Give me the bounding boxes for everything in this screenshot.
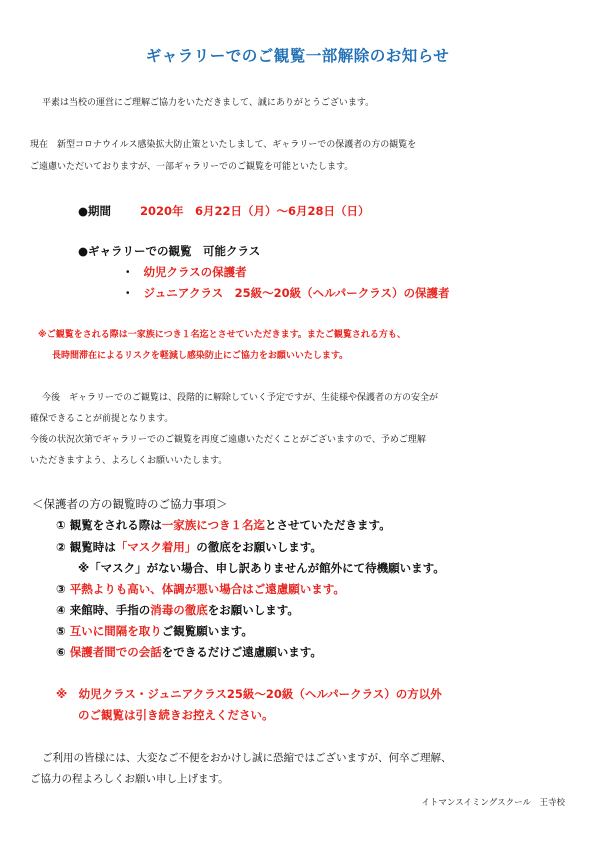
bullet: ・: [122, 286, 134, 300]
future-line-4: いただきますよう、よろしくお願いいたします。: [30, 456, 228, 466]
classes-item-text: 幼児クラスの保護者: [143, 265, 247, 279]
period-label: ●期間: [78, 204, 112, 218]
cooperation-item-2: [56, 539, 322, 555]
item-number: ⑤: [56, 624, 66, 638]
classes-label: ●ギャラリーでの観覧 可能クラス: [78, 244, 261, 258]
caution-line-1: ※ご観覧をされる際は一家族につき１名迄とさせていただきます。またご観覧される方も、: [38, 330, 406, 340]
item-number: ④: [56, 603, 66, 617]
caution-line-2: 長時間滞在によるリスクを軽減し感染防止にご協力をお願いいたします。: [52, 351, 349, 361]
bullet: ・: [122, 265, 134, 279]
greeting-text: 平素は当校の運営にご理解ご協力をいただきまして、誠にありがとうございます。: [42, 98, 375, 108]
item-text: ご観覧願います。: [161, 624, 253, 638]
cooperation-heading: ＜保護者の方の観覧時のご協力事項＞: [32, 497, 228, 511]
cooperation-item-3: [56, 581, 345, 597]
closing-line-2: ご協力の程よろしくお願い申し上げます。: [30, 773, 229, 785]
page-title: ギャラリーでのご観覧一部解除のお知らせ: [145, 47, 450, 65]
exclusion-line-1: ※ 幼児クラス・ジュニアクラス25級～20級（ヘルパークラス）の方以外: [56, 687, 442, 701]
notice-line-2: ご遠慮いただいておりますが、一部ギャラリーでのご観覧を可能といたします。: [30, 162, 354, 172]
item-text: をできるだけご遠慮願います。: [161, 645, 322, 659]
future-line-1: 今後 ギャラリーでのご観覧は、段階的に解除していく予定ですが、生徒様や保護者の方の安全が: [42, 393, 439, 403]
cooperation-item-6: [56, 644, 322, 660]
cooperation-item-2-note: ※「マスク」がない場合、申し訳ありませんが館外にて待機願います。: [78, 561, 445, 575]
exclusion-line-2: のご観覧は引き続きお控えください。: [78, 708, 274, 722]
future-line-3: 今後の状況次第でギャラリーでのご観覧を再度ご遠慮いただくことがございますので、予めご理解: [30, 435, 426, 445]
item-emphasis: 互いに間隔を取り: [69, 624, 162, 638]
item-text: 観覧時は: [69, 540, 116, 554]
item-number: ②: [56, 540, 66, 554]
classes-item-2: [122, 285, 449, 301]
item-emphasis: 一家族につき１名迄: [161, 518, 266, 532]
period-value: 2020年 6月22日（月）～6月28日（日）: [140, 204, 370, 218]
classes-item-text: ジュニアクラス 25級～20級（ヘルパークラス）の保護者: [143, 286, 450, 300]
item-text: 観覧をされる際は: [69, 518, 162, 532]
item-emphasis: 消毒の徹底: [150, 603, 208, 617]
item-text: をお願いします。: [207, 603, 299, 617]
item-emphasis: 平熱よりも高い、体調が悪い場合はご遠慮願います。: [69, 582, 345, 596]
item-number: ⑥: [56, 645, 66, 659]
cooperation-item-4: [56, 602, 299, 618]
notice-line-1: 現在 新型コロナウイルス感染拡大防止策といたしまして、ギャラリーでの保護者の方の観覧を: [30, 140, 417, 150]
cooperation-item-5: [56, 623, 253, 639]
item-emphasis: 保護者間での会話: [69, 645, 162, 659]
cooperation-item-1: [56, 517, 391, 533]
future-line-2: 確保できることが前提となります。: [30, 414, 174, 424]
item-number: ③: [56, 582, 66, 596]
classes-item-1: [122, 264, 247, 280]
item-number: ①: [56, 518, 66, 532]
item-text: 来館時、手指の: [69, 603, 151, 617]
item-emphasis: 「マスク着用」: [115, 540, 197, 554]
closing-line-1: ご利用の皆様には、大変なご不便をおかけし誠に恐縮ではございますが、何卒ご理解、: [42, 752, 452, 764]
item-text: とさせていただきます。: [265, 518, 391, 532]
signature: イトマンスイミングスクール 王寺校: [421, 798, 565, 808]
item-text: の徹底をお願いします。: [196, 540, 322, 554]
